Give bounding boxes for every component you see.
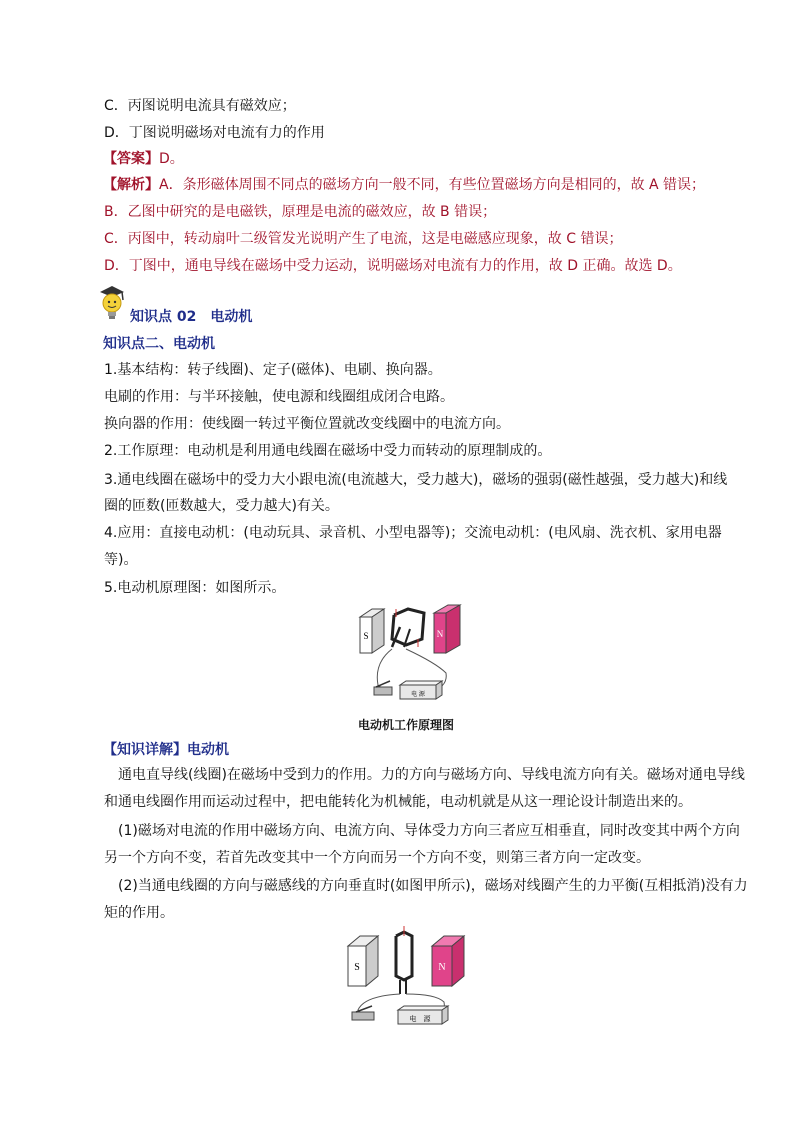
power-label: 电 源 xyxy=(411,692,425,698)
motor-diagram-2 xyxy=(344,922,468,1028)
analysis-tag: 【解析】 xyxy=(103,177,159,193)
motor-diagram-1 xyxy=(356,603,466,711)
detail-tag: 【知识详解】 xyxy=(103,742,187,758)
answer-tag: 【答案】 xyxy=(103,151,159,167)
knowledge-item: 换向器的作用：使线圈一转过平衡位置就改变线圈中的电流方向。 xyxy=(104,416,510,432)
knowledge-item: 1.基本结构：转子线圈)、定子(磁体)、电刷、换向器。 xyxy=(104,362,442,378)
knowledge-item: 电刷的作用：与半环接触，使电源和线圈组成闭合电路。 xyxy=(104,389,454,405)
knowledge-item: 圈的匝数(匝数越大，受力越大)有关。 xyxy=(104,498,339,514)
detail-line: (2)当通电线圈的方向与磁感线的方向垂直时(如图甲所示)，磁场对线圈产生的力平衡(互相抵消)没有力 xyxy=(118,878,748,894)
option-c: C．丙图说明电流具有磁效应； xyxy=(104,98,296,114)
knowledge-point-label: 知识点 02 电动机 xyxy=(130,309,253,325)
s-pole-label: S xyxy=(363,631,369,641)
option-d: D．丁图说明磁场对电流有力的作用 xyxy=(104,125,325,141)
answer-line xyxy=(103,149,184,169)
analysis-b: B．乙图中研究的是电磁铁，原理是电流的磁效应，故 B 错误； xyxy=(104,204,497,220)
detail-line: 矩的作用。 xyxy=(104,905,174,921)
detail-title: 电动机 xyxy=(187,742,229,758)
detail-heading xyxy=(103,740,229,760)
knowledge-item: 等)。 xyxy=(104,552,138,568)
knowledge-item: 5.电动机原理图：如图所示。 xyxy=(104,580,286,596)
detail-line: 和通电线圈作用而运动过程中，把电能转化为机械能，电动机就是从这一理论设计制造出来的。 xyxy=(104,794,692,810)
analysis-d: D．丁图中，通电导线在磁场中受力运动，说明磁场对电流有力的作用，故 D 正确。故选 D。 xyxy=(104,258,682,274)
knowledge-item: 2.工作原理：电动机是利用通电线圈在磁场中受力而转动的原理制成的。 xyxy=(104,443,552,459)
s-pole-label: S xyxy=(354,962,360,973)
figure1-caption: 电动机工作原理图 xyxy=(358,718,455,732)
n-pole-label: N xyxy=(438,962,446,973)
knowledge-item: 4.应用：直接电动机：(电动玩具、录音机、小型电器等)；交流电动机：(电风扇、洗衣机、家用电器 xyxy=(104,525,722,541)
lightbulb-scholar-icon xyxy=(96,284,128,322)
answer-text: D。 xyxy=(159,151,184,167)
section-title: 知识点二、电动机 xyxy=(103,336,215,352)
detail-line: 通电直导线(线圈)在磁场中受到力的作用。力的方向与磁场方向、导线电流方向有关。磁场对通电导线 xyxy=(118,767,745,783)
analysis-a: A．条形磁体周围不同点的磁场方向一般不同，有些位置磁场方向是相同的，故 A 错误； xyxy=(159,177,706,193)
n-pole-label: N xyxy=(436,629,444,639)
analysis-c: C．丙图中，转动扇叶二级管发光说明产生了电流，这是电磁感应现象，故 C 错误； xyxy=(104,231,623,247)
analysis-a-line xyxy=(103,175,705,195)
power-label: 电 源 xyxy=(409,1016,431,1023)
knowledge-item: 3.通电线圈在磁场中的受力大小跟电流(电流越大，受力越大)，磁场的强弱(磁性越强，受力越大)和线 xyxy=(104,472,728,488)
detail-line: (1)磁场对电流的作用中磁场方向、电流方向、导体受力方向三者应互相垂直，同时改变其中两个方向 xyxy=(118,823,740,839)
detail-line: 另一个方向不变，若首先改变其中一个方向而另一个方向不变，则第三者方向一定改变。 xyxy=(104,850,650,866)
